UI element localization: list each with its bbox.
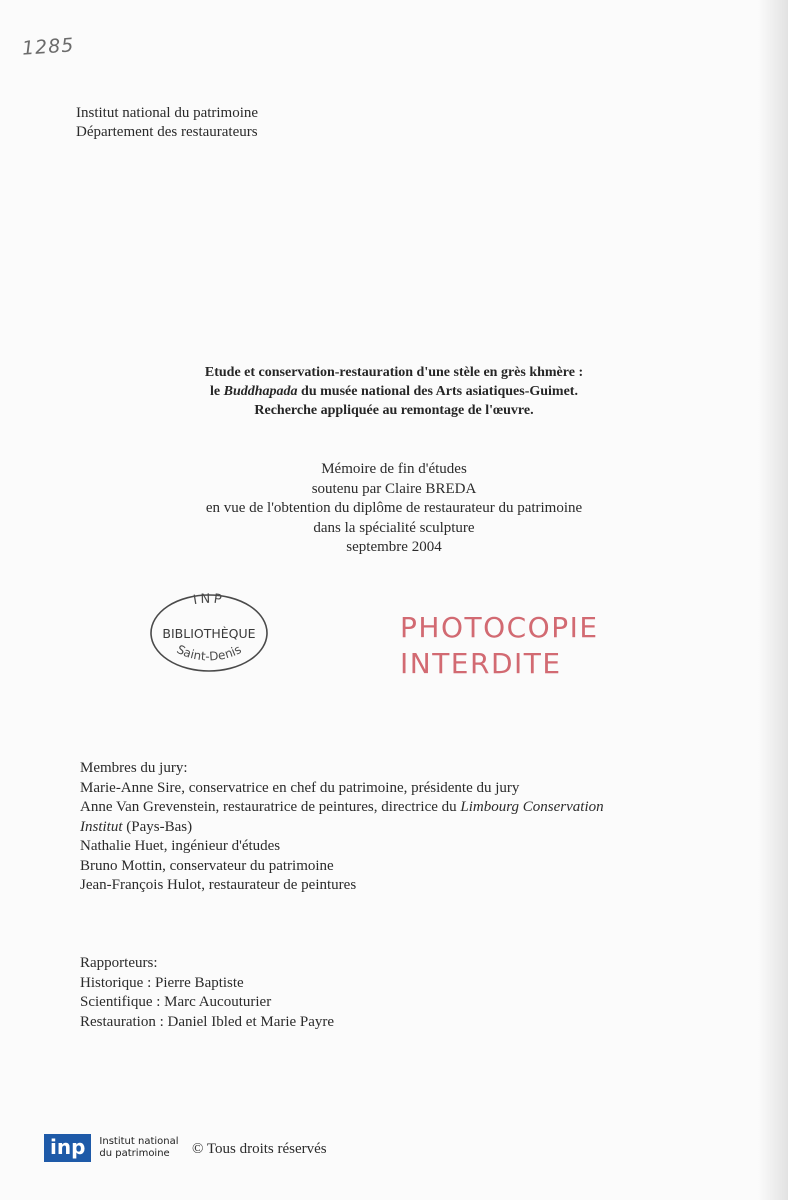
- rapporteur-item: Scientifique : Marc Aucouturier: [80, 994, 272, 1010]
- title-line-1: Etude et conservation-restauration d'une stèle en grès khmère :: [204, 365, 584, 380]
- inp-logo-line-1: Institut national: [99, 1136, 179, 1147]
- jury-member-2: [80, 798, 720, 818]
- memoir-line-3: en vue de l'obtention du diplôme de restaurateur du patrimoine: [205, 500, 583, 516]
- memoir-info: [0, 460, 788, 558]
- photocopy-line-1: PHOTOCOPIE: [400, 611, 599, 644]
- inp-logo-text: [99, 1136, 178, 1160]
- document-title: [0, 363, 788, 420]
- title-italic-buddhapada: Buddhapada: [223, 384, 298, 399]
- institution-name: Institut national du patrimoine: [76, 105, 259, 121]
- rapporteur-item: Restauration : Daniel Ibled et Marie Payre: [80, 1013, 335, 1030]
- inp-logo: [44, 1134, 179, 1162]
- photocopy-forbidden-stamp: [400, 610, 599, 682]
- memoir-line-1: Mémoire de fin d'études: [321, 461, 467, 477]
- inp-logo-line-2: du patrimoine: [99, 1148, 170, 1159]
- scan-edge-shadow: [758, 0, 788, 1200]
- inp-logo-mark: inp: [44, 1134, 91, 1162]
- title-line-2-prefix: le: [210, 384, 224, 399]
- jury-member-2-italic-cont: Institut: [80, 818, 123, 835]
- jury-member: Marie-Anne Sire, conservatrice en chef du patrimoine, présidente du jury: [80, 779, 520, 796]
- copyright-notice: © Tous droits réservés: [192, 1141, 327, 1157]
- rapporteurs-list: [80, 954, 334, 1032]
- jury-heading: Membres du jury:: [80, 760, 188, 776]
- jury-member-2-continued: [80, 818, 720, 838]
- institution-header: [76, 104, 258, 142]
- title-line-2: [0, 382, 788, 401]
- memoir-line-2: soutenu par Claire BREDA: [311, 480, 477, 497]
- title-line-2-suffix: du musée national des Arts asiatiques-Guimet.: [297, 384, 578, 399]
- rapporteur-item: Historique : Pierre Baptiste: [80, 974, 244, 991]
- jury-member: Jean-François Hulot, restaurateur de peintures: [80, 877, 357, 893]
- photocopy-line-2: INTERDITE: [400, 647, 562, 680]
- jury-member: Nathalie Huet, ingénieur d'études: [80, 838, 281, 854]
- handwritten-number: 1285: [21, 34, 76, 60]
- jury-member-2-italic: Limbourg Conservation: [460, 799, 604, 815]
- rapporteurs-heading: Rapporteurs:: [80, 955, 158, 971]
- memoir-line-5: septembre 2004: [346, 539, 442, 555]
- memoir-line-4: dans la spécialité sculpture: [313, 519, 475, 536]
- stamp-middle-text: BIBLIOTHÈQUE: [162, 626, 256, 641]
- jury-list: [80, 759, 720, 896]
- jury-member-2-suffix: (Pays-Bas): [122, 818, 193, 835]
- stamp-top-text: INP: [192, 592, 226, 609]
- title-line-3: Recherche appliquée au remontage de l'œuvre.: [254, 403, 534, 418]
- library-stamp: [148, 592, 270, 674]
- jury-member-2-prefix: Anne Van Grevenstein, restauratrice de peintures, directrice du: [80, 799, 461, 815]
- stamp-bottom-text: Saint-Denis: [174, 642, 244, 664]
- department-name: Département des restaurateurs: [76, 124, 258, 140]
- jury-member: Bruno Mottin, conservateur du patrimoine: [80, 857, 334, 874]
